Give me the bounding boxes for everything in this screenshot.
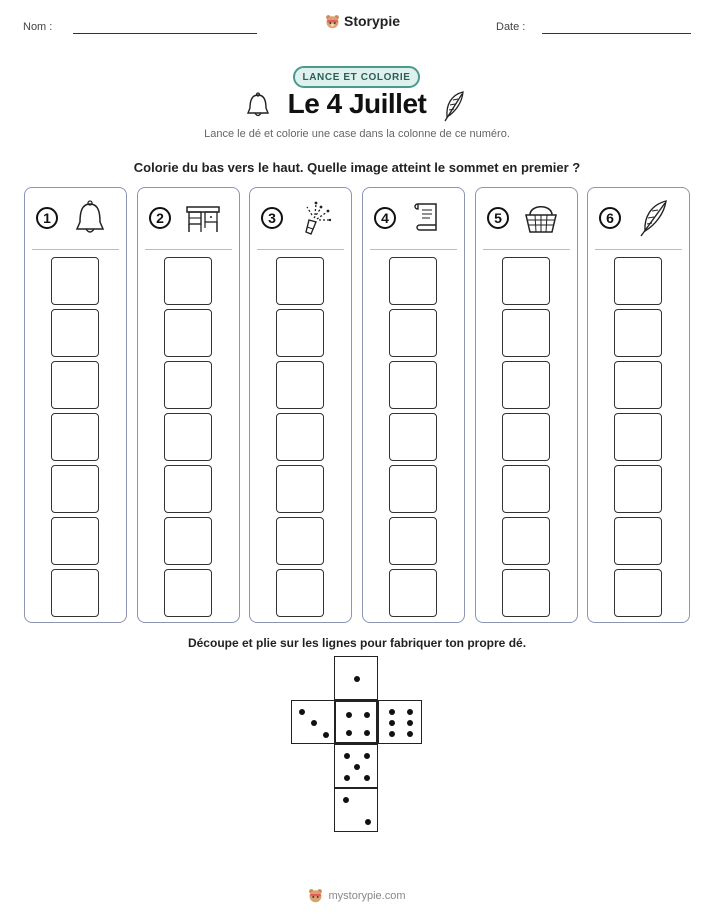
scroll-icon	[408, 198, 448, 238]
brand-name: Storypie	[344, 13, 401, 29]
color-box[interactable]	[614, 465, 662, 513]
column-divider	[370, 249, 457, 250]
column-divider	[32, 249, 119, 250]
color-box[interactable]	[276, 569, 324, 617]
color-box[interactable]	[276, 257, 324, 305]
instruction: Colorie du bas vers le haut. Quelle image atteint le sommet en premier ?	[133, 160, 581, 175]
color-box[interactable]	[276, 465, 324, 513]
dice-pip	[354, 676, 360, 682]
color-box[interactable]	[502, 465, 550, 513]
color-box[interactable]	[51, 569, 99, 617]
dice-pip	[364, 753, 370, 759]
title-quill-icon	[441, 90, 467, 122]
color-box[interactable]	[276, 361, 324, 409]
color-box[interactable]	[164, 465, 212, 513]
dice-pip	[364, 775, 370, 781]
color-box[interactable]	[614, 413, 662, 461]
dice-pip	[323, 732, 329, 738]
column-2	[137, 187, 240, 623]
date-line[interactable]	[542, 33, 691, 34]
dice-face-2	[334, 788, 378, 832]
color-box[interactable]	[502, 517, 550, 565]
color-box[interactable]	[51, 413, 99, 461]
activity-tag: LANCE ET COLORIE	[293, 66, 420, 88]
column-divider	[595, 249, 682, 250]
color-box[interactable]	[614, 569, 662, 617]
dice-pip	[364, 712, 370, 718]
color-box[interactable]	[614, 517, 662, 565]
bell-icon	[70, 198, 110, 238]
column-number: 2	[149, 207, 171, 229]
color-box[interactable]	[614, 361, 662, 409]
column-1	[24, 187, 127, 623]
dice-pip	[364, 730, 370, 736]
color-box[interactable]	[164, 413, 212, 461]
column-divider	[483, 249, 570, 250]
color-box[interactable]	[164, 361, 212, 409]
color-box[interactable]	[51, 361, 99, 409]
color-box[interactable]	[502, 361, 550, 409]
footer-bear-icon	[308, 888, 323, 903]
color-box[interactable]	[51, 257, 99, 305]
column-number: 3	[261, 207, 283, 229]
color-box[interactable]	[502, 257, 550, 305]
dice-pip	[343, 797, 349, 803]
date-label: Date :	[496, 21, 526, 33]
bear-logo-icon	[325, 14, 340, 29]
color-box[interactable]	[276, 413, 324, 461]
dice-pip	[344, 753, 350, 759]
dice-pip	[346, 712, 352, 718]
color-box[interactable]	[164, 257, 212, 305]
color-box[interactable]	[502, 569, 550, 617]
desk-icon	[183, 198, 223, 238]
dice-pip	[389, 731, 395, 737]
dice-face-4	[334, 700, 378, 744]
dice-pip	[354, 764, 360, 770]
column-number: 4	[374, 207, 396, 229]
column-number: 1	[36, 207, 58, 229]
column-number: 5	[487, 207, 509, 229]
color-box[interactable]	[276, 309, 324, 357]
page-title: Le 4 Juillet	[287, 88, 427, 119]
dice-face-5	[334, 744, 378, 788]
dice-instruction: Découpe et plie sur les lignes pour fabriquer ton propre dé.	[187, 636, 527, 650]
dice-pip	[407, 731, 413, 737]
color-box[interactable]	[276, 517, 324, 565]
dice-pip	[389, 709, 395, 715]
column-number: 6	[599, 207, 621, 229]
dice-pip	[407, 720, 413, 726]
dice-pip	[346, 730, 352, 736]
basket-icon	[521, 198, 561, 238]
color-box[interactable]	[164, 569, 212, 617]
color-box[interactable]	[164, 517, 212, 565]
column-divider	[145, 249, 232, 250]
color-box[interactable]	[502, 413, 550, 461]
column-3	[249, 187, 352, 623]
subtitle: Lance le dé et colorie une case dans la colonne de ce numéro.	[204, 128, 510, 140]
quill-icon	[633, 198, 673, 238]
column-divider	[257, 249, 344, 250]
dice-pip	[344, 775, 350, 781]
dice-pip	[407, 709, 413, 715]
column-6	[587, 187, 690, 623]
color-box[interactable]	[51, 517, 99, 565]
column-4	[362, 187, 465, 623]
dice-face-3	[291, 700, 335, 744]
footer	[0, 888, 714, 903]
name-line[interactable]	[73, 33, 257, 34]
color-box[interactable]	[164, 309, 212, 357]
color-box[interactable]	[389, 309, 437, 357]
color-box[interactable]	[51, 309, 99, 357]
dice-face-1	[334, 656, 378, 700]
name-label: Nom :	[23, 21, 53, 33]
footer-site: mystorypie.com	[328, 889, 406, 902]
color-box[interactable]	[51, 465, 99, 513]
color-box[interactable]	[614, 309, 662, 357]
color-box[interactable]	[389, 361, 437, 409]
dice-pip	[365, 819, 371, 825]
color-box[interactable]	[389, 465, 437, 513]
firework-icon	[295, 198, 335, 238]
color-box[interactable]	[389, 257, 437, 305]
color-box[interactable]	[389, 517, 437, 565]
color-box[interactable]	[389, 569, 437, 617]
dice-face-6	[378, 700, 422, 744]
dice-pip	[311, 720, 317, 726]
dice-pip	[389, 720, 395, 726]
column-5	[475, 187, 578, 623]
dice-pip	[299, 709, 305, 715]
color-box[interactable]	[502, 309, 550, 357]
brand-logo	[325, 13, 400, 29]
color-box[interactable]	[614, 257, 662, 305]
color-box[interactable]	[389, 413, 437, 461]
